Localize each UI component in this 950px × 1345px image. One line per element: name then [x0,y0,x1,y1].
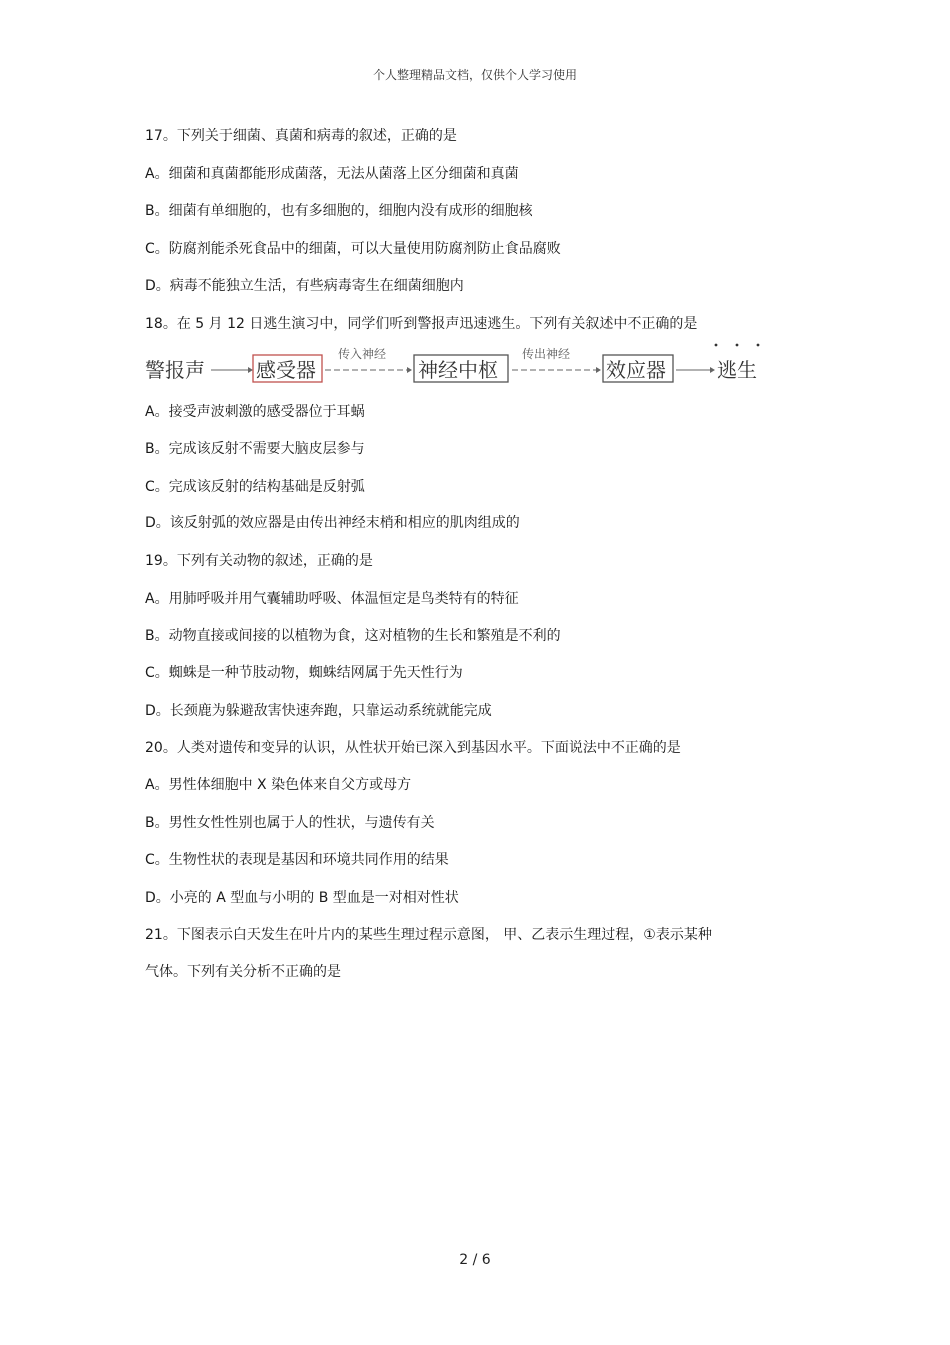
q20-option-d: D。小亮的 A 型血与小明的 B 型血是一对相对性状 [145,890,459,906]
emphasis-dot [715,344,718,347]
q19-option-c: C。蜘蛛是一种节肢动物，蜘蛛结网属于先天性行为 [145,665,463,681]
question-21-stem: 21。下图表示白天发生在叶片内的某些生理过程示意图， 甲、乙表示生理过程，①表示某种 [145,927,712,943]
flow-node-alarm: 警报声 [145,358,205,382]
q18-option-b: B。完成该反射不需要大脑皮层参与 [145,441,365,457]
flow-node-center: 神经中枢 [418,358,498,382]
flow-box-effector [603,355,673,382]
q20-option-c: C。生物性状的表现是基因和环境共同作用的结果 [145,852,449,868]
flow-label-efferent: 传出神经 [522,347,571,361]
flow-box-receptor [253,355,322,382]
emphasis-dot [757,344,760,347]
flow-arrowhead [596,367,601,373]
page-number: 2 / 6 [459,1252,491,1268]
flow-arrowhead [710,367,715,373]
flow-node-effector: 效应器 [606,358,666,382]
q18-option-d: D。该反射弧的效应器是由传出神经末梢和相应的肌肉组成的 [145,515,520,531]
flow-node-escape: 逃生 [717,358,757,382]
flow-box-center [414,355,508,382]
flow-node-receptor: 感受器 [256,358,316,382]
flow-label-afferent: 传入神经 [338,347,387,361]
flow-arrowhead [407,367,412,373]
question-20-stem: 20。人类对遗传和变异的认识，从性状开始已深入到基因水平。下面说法中不正确的是 [145,740,681,756]
question-19-stem: 19。下列有关动物的叙述，正确的是 [145,553,373,569]
q17-option-a: A。细菌和真菌都能形成菌落，无法从菌落上区分细菌和真菌 [145,166,519,182]
q17-option-d: D。病毒不能独立生活，有些病毒寄生在细菌细胞内 [145,278,464,294]
q18-option-c: C。完成该反射的结构基础是反射弧 [145,479,365,495]
question-17-stem: 17。下列关于细菌、真菌和病毒的叙述，正确的是 [145,128,457,144]
q19-option-d: D。长颈鹿为躲避敌害快速奔跑，只靠运动系统就能完成 [145,703,492,719]
q18-option-a: A。接受声波刺激的感受器位于耳蜗 [145,404,365,420]
question-21-stem-continued: 气体。下列有关分析不正确的是 [145,964,341,980]
emphasis-dot [736,344,739,347]
q17-option-b: B。细菌有单细胞的，也有多细胞的，细胞内没有成形的细胞核 [145,203,533,219]
q19-option-b: B。动物直接或间接的以植物为食，这对植物的生长和繁殖是不利的 [145,628,561,644]
question-18-stem: 18。在 5 月 12 日逃生演习中，同学们听到警报声迅速逃生。下列有关叙述中不正确的是 [145,316,698,332]
flow-arrowhead [248,367,253,373]
page-header: 个人整理精品文档，仅供个人学习使用 [372,68,577,82]
q20-option-a: A。男性体细胞中 X 染色体来自父方或母方 [145,777,412,793]
q20-option-b: B。男性女性性别也属于人的性状，与遗传有关 [145,815,435,831]
q19-option-a: A。用肺呼吸并用气囊辅助呼吸、体温恒定是鸟类特有的特征 [145,591,519,607]
q17-option-c: C。防腐剂能杀死食品中的细菌，可以大量使用防腐剂防止食品腐败 [145,241,561,257]
